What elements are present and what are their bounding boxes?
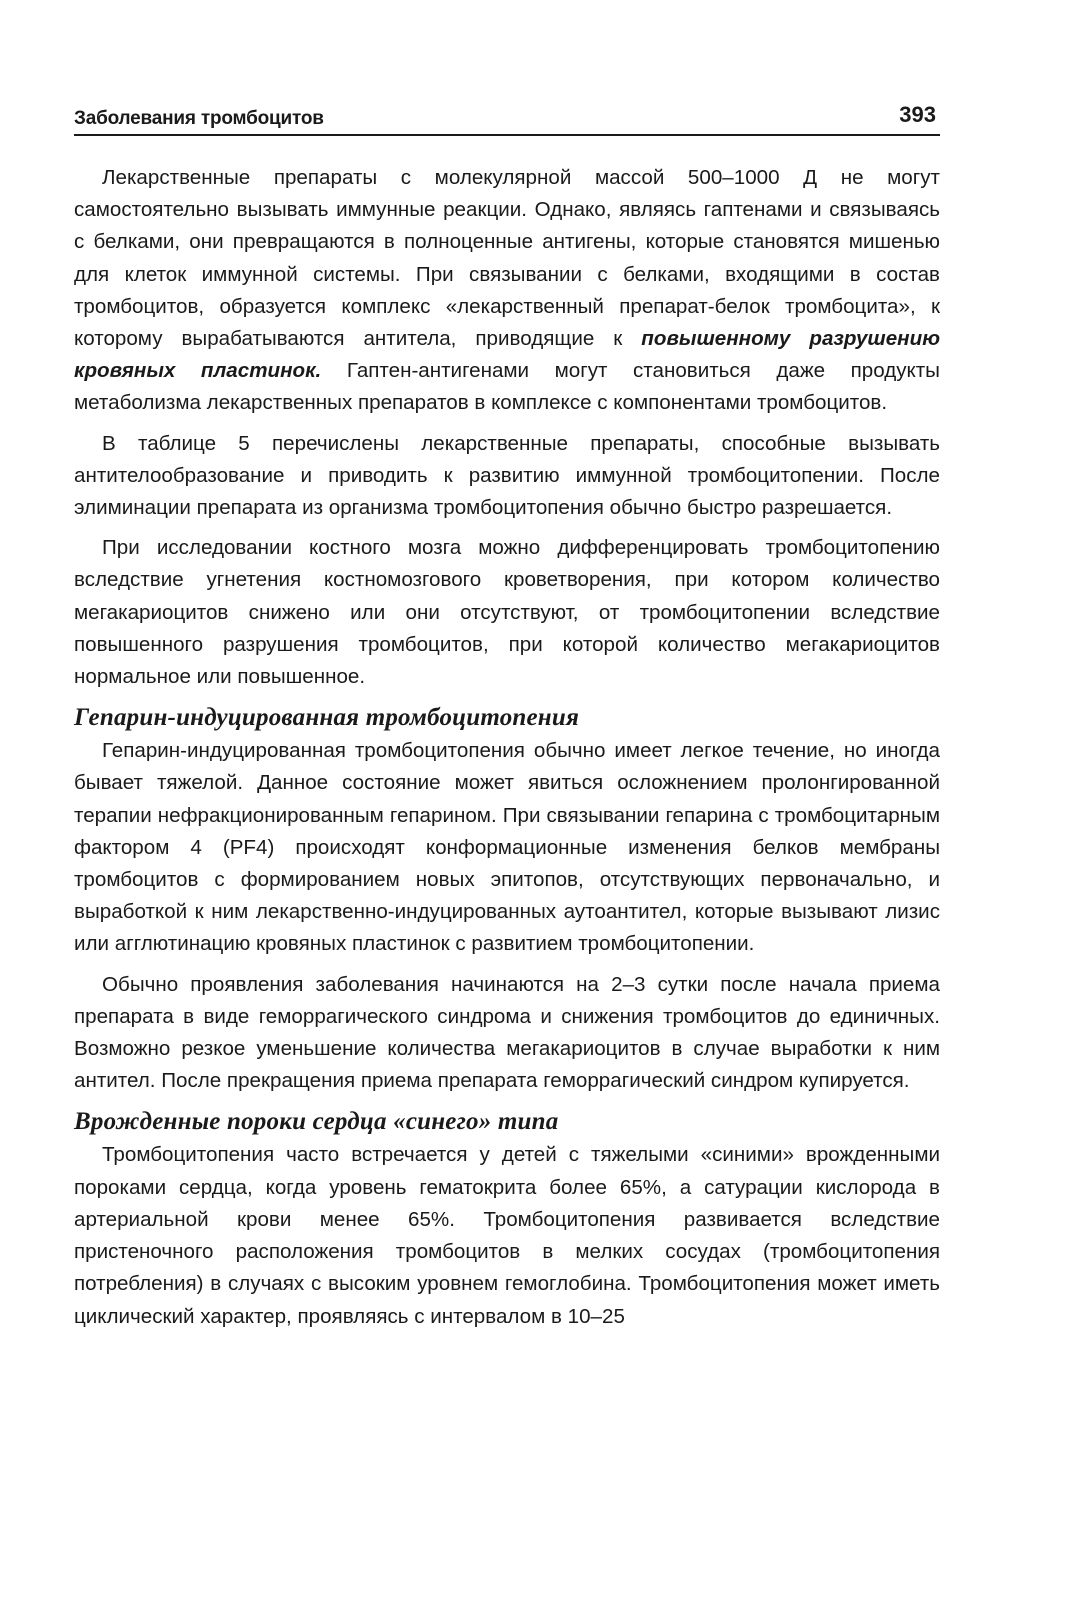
section-heading: Гепарин-индуцированная тромбоцитопения <box>74 704 580 732</box>
page-header <box>74 100 940 136</box>
page-body <box>74 162 940 1341</box>
paragraph: Обычно проявления заболевания начинаются на 2–3 сутки после начала приема препарата в виде геморрагического синдрома и снижения тромбоцитов до единичных. Возможно резкое уменьшение количества мегакариоцитов в случае выработки к ним антител. После прекращения приема препарата геморрагический синдром купируется. <box>74 972 940 1093</box>
section-heading: Врожденные пороки сердца «синего» типа <box>74 1108 559 1136</box>
paragraph: В таблице 5 перечислены лекарственные препараты, способные вызывать антителообразование и приводить к развитию иммунной тромбоцитопении. После элиминации препарата из организма тромбоцитопения обычно быстро разрешается. <box>74 431 940 520</box>
paragraph: Гепарин-индуцированная тромбоцитопения обычно имеет легкое течение, но иногда бывает тяжелой. Данное состояние может явиться осложнением пролонгированной терапии нефракционированным гепарином. При связывании гепарина с тромбоцитарным фактором 4 (PF4) происходят конформационные изменения белков мембраны тромбоцитов с формированием новых эпитопов, отсутствующих первоначально, и выработкой к ним лекарственно-индуцированных аутоантител, которые вызывают лизис или агглютинацию кровяных пластинок с развитием тромбоцитопении. <box>74 739 940 956</box>
paragraph <box>74 162 940 420</box>
paragraph-text: Гаптен-антигенами могут становиться даже продукты метаболизма лекарственных препаратов в комплексе с компонентами тромбоцитов. <box>74 359 940 415</box>
page-number: 393 <box>899 102 936 127</box>
emphasis-text: повышенному разрушению кровяных пластинок. <box>74 327 940 383</box>
paragraph-text: Лекарственные препараты с молекулярной массой 500–1000 Д не могут самостоятельно вызывать иммунные реакции. Однако, являясь гаптенами и связываясь с белками, они превращаются в полноценные антигены, которые становятся мишенью для клеток иммунной системы. При связывании с белками, входящими в состав тромбоцитов, образуется комплекс «лекарственный препарат-белок тромбоцита», к которому вырабатываются антитела, приводящие к <box>74 166 940 351</box>
paragraph: Тромбоцитопения часто встречается у детей с тяжелыми «синими» врожденными пороками сердца, когда уровень гематокрита более 65%, а сатурации кислорода в артериальной крови менее 65%. Тромбоцитопения развивается вследствие пристеночного расположения тромбоцитов в мелких сосудах (тромбоцитопения потребления) в случаях с высоким уровнем гемоглобина. Тромбоцитопения может иметь циклический характер, проявляясь с интервалом в 10–25 <box>74 1143 940 1328</box>
paragraph: При исследовании костного мозга можно дифференцировать тромбоцитопению вследствие угнетения костномозгового кроветворения, при котором количество мегакариоцитов снижено или они отсутствуют, от тромбоцитопении вследствие повышенного разрушения тромбоцитов, при которой количество мегакариоцитов нормальное или повышенное. <box>74 536 940 689</box>
running-title: Заболевания тромбоцитов <box>74 108 324 129</box>
